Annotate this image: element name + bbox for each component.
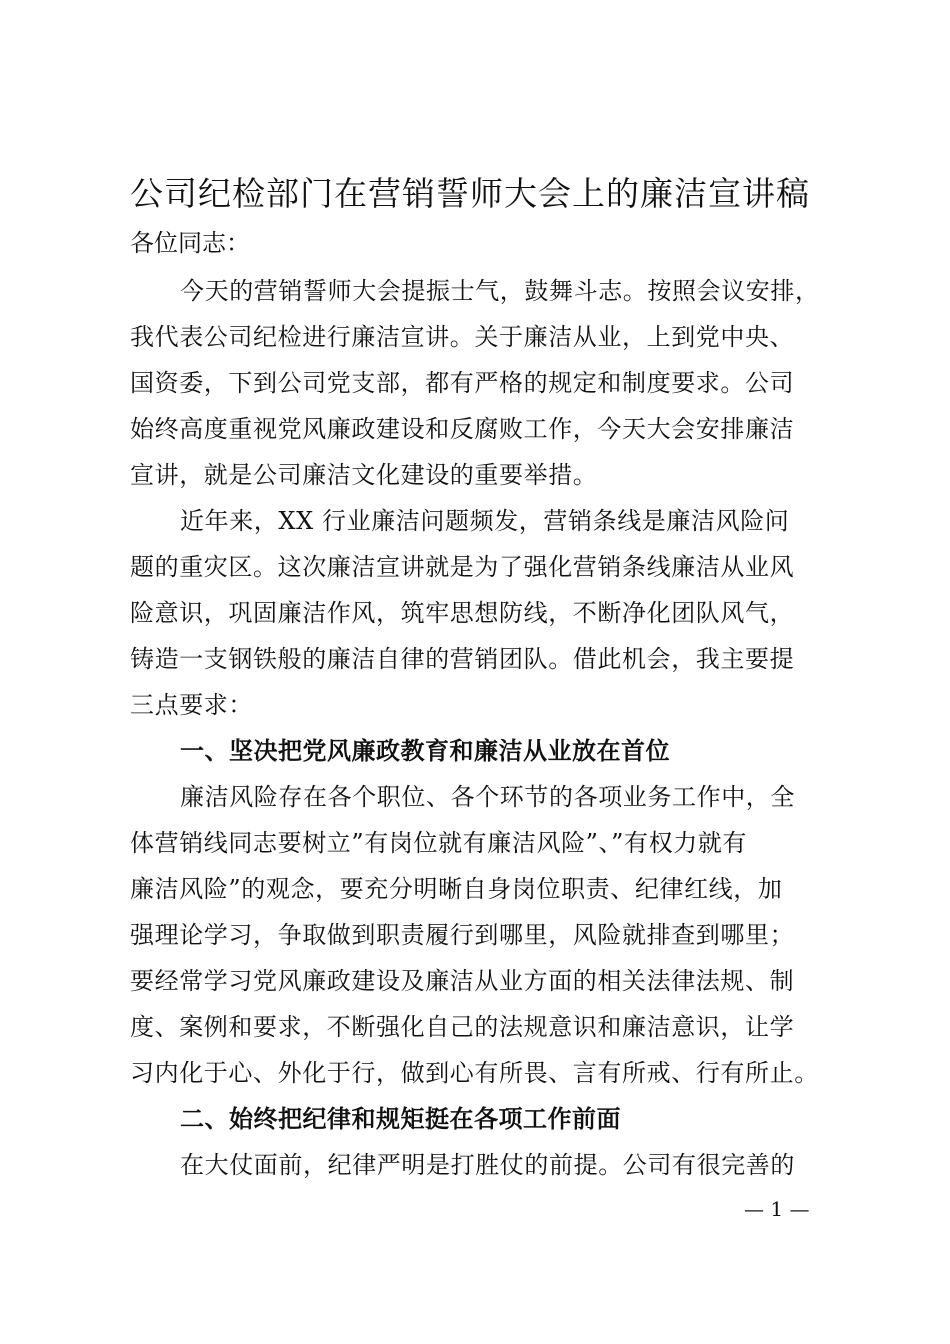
paragraph-3-line: 习内化于心、外化于行，做到心有所畏、言有所戒、行有所止。 (130, 1059, 819, 1087)
paragraph-3-line: 体营销线同志要树立”有岗位就有廉洁风险”、”有权力就有 (130, 829, 748, 857)
paragraph-2-line: 险意识，巩固廉洁作风，筑牢思想防线，不断净化团队风气， (130, 599, 795, 627)
salutation: 各位同志： (130, 229, 250, 257)
section-heading-1: 一、坚决把党风廉政教育和廉洁从业放在首位 (180, 737, 670, 765)
paragraph-3-line: 廉洁风险存在各个职位、各个环节的各项业务工作中，全 (180, 783, 795, 811)
paragraph-1-line: 今天的营销誓师大会提振士气，鼓舞斗志。按照会议安排， (180, 277, 820, 305)
paragraph-3-line: 度、案例和要求，不断强化自己的法规意识和廉洁意识，让学 (130, 1013, 795, 1041)
paragraph-1-line: 国资委，下到公司党支部，都有严格的规定和制度要求。公司 (130, 369, 795, 397)
paragraph-2-line: 题的重灾区。这次廉洁宣讲就是为了强化营销条线廉洁从业风 (130, 553, 795, 581)
paragraph-4-line: 在大仗面前，纪律严明是打胜仗的前提。公司有很完善的 (180, 1151, 795, 1179)
section-heading-2: 二、始终把纪律和规矩挺在各项工作前面 (180, 1105, 621, 1133)
paragraph-2-line: 铸造一支钢铁般的廉洁自律的营销团队。借此机会，我主要提 (130, 645, 795, 673)
paragraph-2-line: 三点要求： (130, 691, 253, 719)
paragraph-3-line: 要经常学习党风廉政建设及廉洁从业方面的相关法律法规、制 (130, 967, 795, 995)
paragraph-3-line: 廉洁风险”的观念，要充分明晰自身岗位职责、纪律红线，加 (130, 875, 783, 903)
paragraph-1-line: 始终高度重视党风廉政建设和反腐败工作，今天大会安排廉洁 (130, 415, 795, 443)
paragraph-3-line: 强理论学习，争取做到职责履行到哪里，风险就排查到哪里； (130, 921, 795, 949)
page-number: — 1 — (744, 1197, 810, 1221)
paragraph-1-line: 我代表公司纪检进行廉洁宣讲。关于廉洁从业，上到党中央、 (130, 323, 795, 351)
paragraph-2-line: 近年来，XX 行业廉洁问题频发，营销条线是廉洁风险问 (180, 507, 790, 535)
paragraph-1-line: 宣讲，就是公司廉洁文化建设的重要举措。 (130, 461, 598, 489)
document-title: 公司纪检部门在营销誓师大会上的廉洁宣讲稿 (130, 174, 810, 213)
